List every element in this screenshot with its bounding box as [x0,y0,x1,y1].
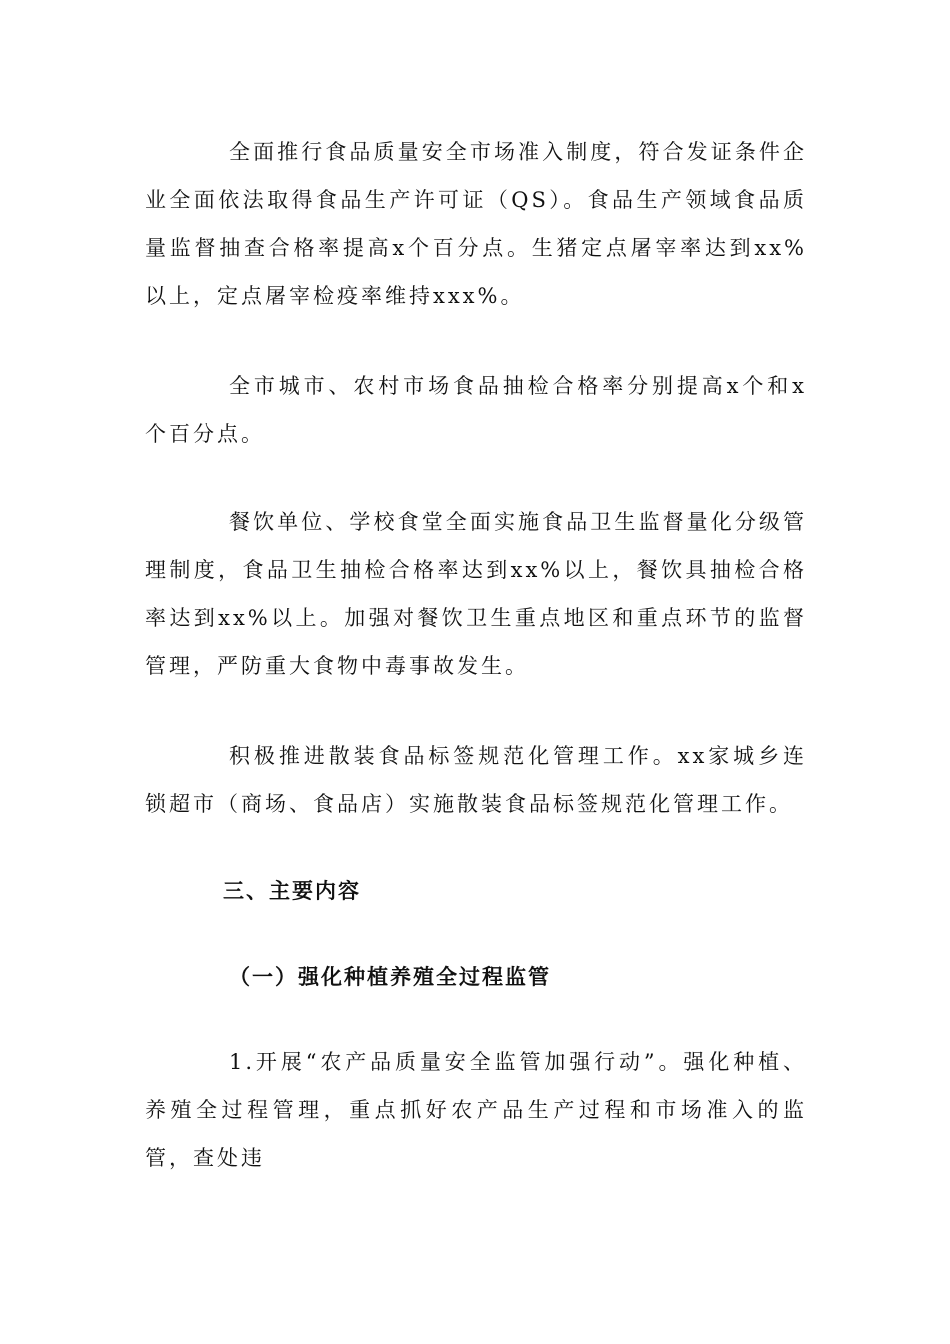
paragraph-agri-action [145,1038,807,1182]
paragraph-text: 积极推进散装食品标签规范化管理工作。xx家城乡连锁超市（商场、食品店）实施散装食品标签规范化管理工作。 [145,744,807,816]
paragraph-text: 1.开展“农产品质量安全监管加强行动”。强化种植、养殖全过程管理，重点抓好农产品生产过程和市场准入的监管，查处违 [145,1050,807,1170]
paragraph-catering [145,498,807,690]
subsection-heading-text: （一）强化种植养殖全过程监管 [229,964,551,989]
paragraph-text: 全面推行食品质量安全市场准入制度，符合发证条件企业全面依法取得食品生产许可证（QS）。食品生产领域食品质量监督抽查合格率提高x个百分点。生猪定点屠宰率达到xx%以上，定点屠宰检疫率维持xxx%。 [145,140,807,308]
paragraph-bulk-food-labels [145,732,807,828]
subsection-heading [145,953,807,1001]
section-heading-text: 三、主要内容 [223,878,361,903]
section-heading [145,867,807,915]
paragraph-text: 餐饮单位、学校食堂全面实施食品卫生监督量化分级管理制度，食品卫生抽检合格率达到xx%以上，餐饮具抽检合格率达到xx%以上。加强对餐饮卫生重点地区和重点环节的监督管理，严防重大食物中毒事故发生。 [145,510,807,678]
paragraph-market-sampling [145,362,807,458]
paragraph-market-access [145,128,807,320]
paragraph-text: 全市城市、农村市场食品抽检合格率分别提高x个和x个百分点。 [145,374,807,446]
